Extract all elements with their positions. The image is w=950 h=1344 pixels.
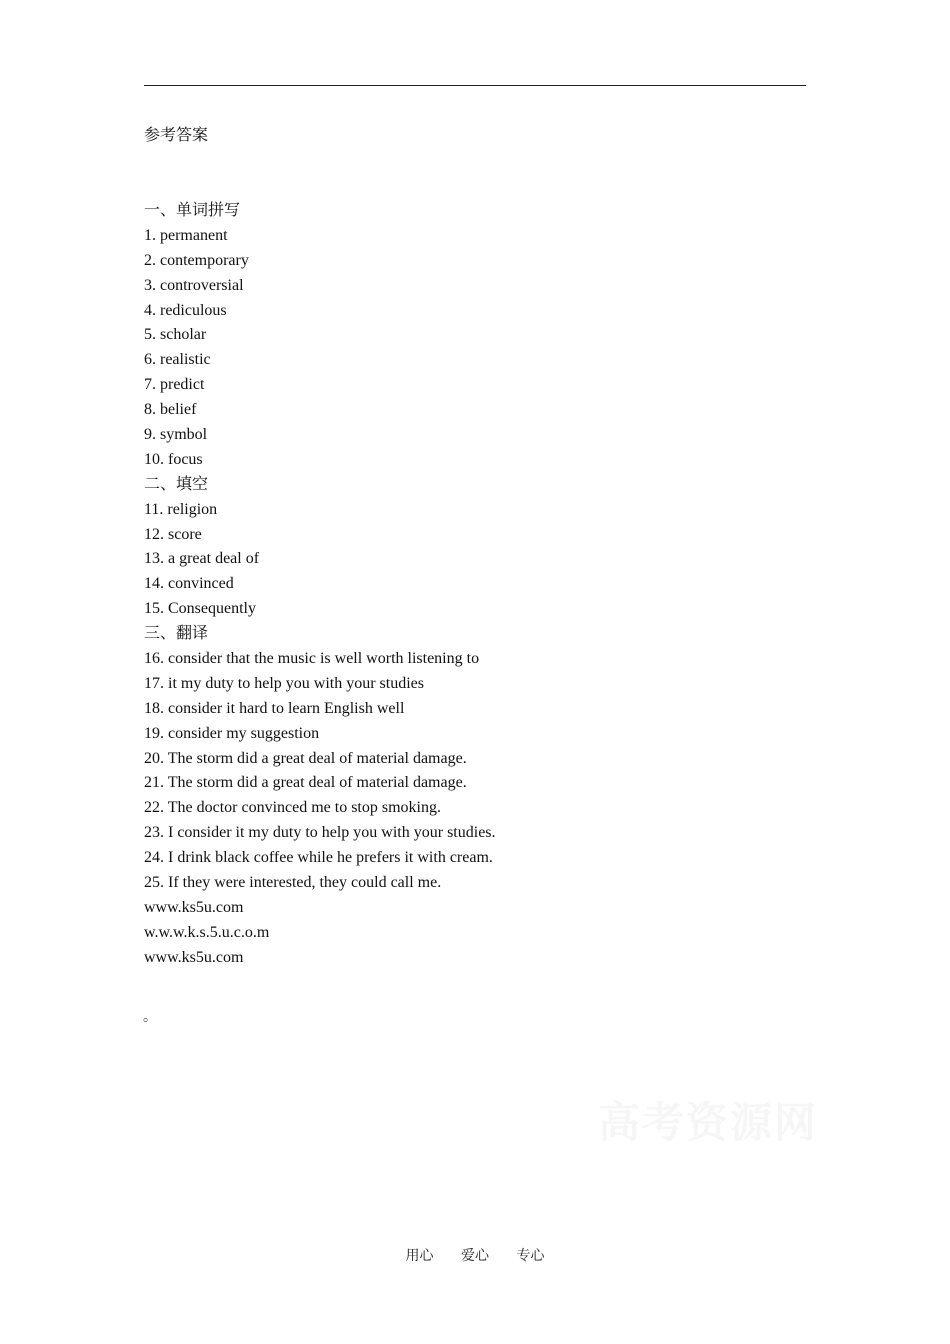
answer-line: 9. symbol — [144, 426, 208, 444]
answer-line: 15. Consequently — [144, 600, 256, 618]
answer-line: 11. religion — [144, 500, 218, 518]
answer-line: 22. The doctor convinced me to stop smoking. — [144, 799, 441, 817]
answer-line: 17. it my duty to help you with your studies — [144, 674, 424, 692]
section-heading: 二、填空 — [144, 475, 209, 493]
answer-line: 7. predict — [144, 376, 205, 394]
section-heading: 一、单词拼写 — [144, 202, 241, 219]
answer-line: 2. contemporary — [144, 251, 249, 269]
footer-text: 用心 — [405, 1249, 434, 1264]
answer-line: 3. controversial — [144, 276, 244, 294]
watermark: 高考资源网 — [598, 1098, 819, 1147]
answer-line: 5. scholar — [144, 326, 207, 344]
answer-line: 14. convinced — [144, 575, 234, 593]
answer-line: 8. belief — [144, 401, 197, 419]
answer-line: 21. The storm did a great deal of material damage. — [144, 774, 467, 792]
footer-text: 爱心 — [461, 1249, 489, 1264]
trailing-mark: 。 — [143, 1010, 157, 1025]
site-url: www.ks5u.com — [144, 898, 244, 916]
answer-line: 13. a great deal of — [144, 550, 260, 568]
answer-line: 24. I drink black coffee while he prefers it with cream. — [144, 849, 493, 867]
site-url: www.ks5u.com — [144, 948, 244, 966]
answer-line: 18. consider it hard to learn English well — [144, 699, 405, 717]
section-heading: 三、翻译 — [144, 625, 209, 643]
answer-list — [144, 199, 784, 971]
answer-line: 23. I consider it my duty to help you with your studies. — [144, 824, 496, 842]
answer-line: 12. score — [144, 525, 202, 543]
answer-line: 16. consider that the music is well worth listening to — [144, 650, 480, 668]
footer-text: 专心 — [516, 1249, 545, 1264]
page-title: 参考答案 — [144, 127, 209, 144]
answer-line: 6. realistic — [144, 351, 211, 369]
answer-line: 1. permanent — [144, 226, 228, 244]
answer-line: 25. If they were interested, they could call me. — [144, 874, 442, 892]
page-footer — [0, 1248, 950, 1266]
answer-line: 19. consider my suggestion — [144, 724, 320, 742]
header-rule — [144, 85, 806, 86]
answer-line: 20. The storm did a great deal of material damage. — [144, 749, 467, 767]
answer-line: 4. rediculous — [144, 301, 227, 319]
site-url: w.w.w.k.s.5.u.c.o.m — [144, 923, 270, 941]
answer-line: 10. focus — [144, 450, 203, 468]
